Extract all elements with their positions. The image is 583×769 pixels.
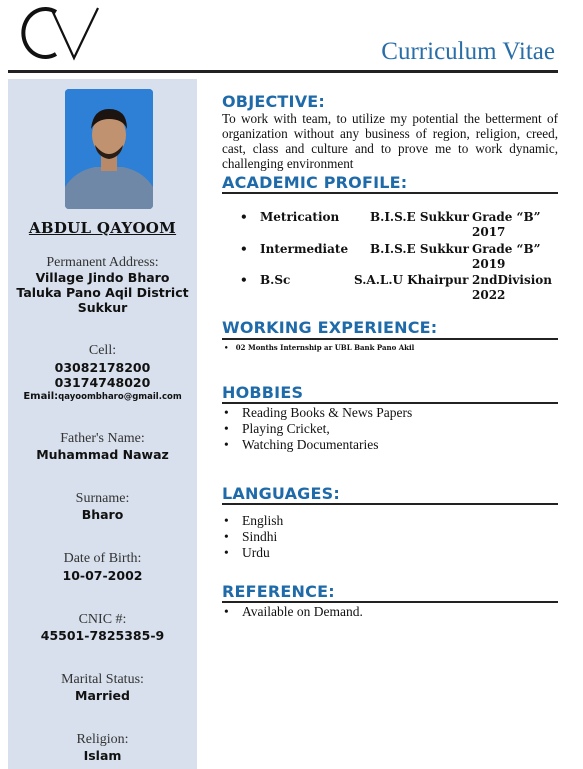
dob-label: Date of Birth:	[63, 551, 142, 566]
cell-number-2: 03174748020	[54, 375, 151, 390]
religion-value: Islam	[83, 748, 122, 763]
list-item: • Available on Demand.	[224, 604, 363, 620]
person-photo-icon	[65, 89, 153, 209]
academic-grade	[472, 210, 562, 240]
academic-board: B.I.S.E Sukkur	[370, 242, 469, 256]
languages-list	[224, 513, 283, 561]
academic-grade	[472, 273, 562, 303]
list-item: • English	[224, 513, 283, 529]
list-item: • Watching Documentaries	[224, 437, 412, 453]
experience-item: • 02 Months Internship ar UBL Bank Pano Akil	[224, 343, 415, 352]
surname-label: Surname:	[75, 491, 130, 506]
bullet-icon: •	[240, 242, 248, 256]
bullet-icon: •	[240, 210, 248, 224]
reference-divider	[222, 601, 558, 603]
grade-year: 2022	[472, 288, 506, 302]
hobbies-list	[224, 405, 412, 453]
grade-text: Grade “B”	[472, 210, 541, 224]
list-item: • Reading Books & News Papers	[224, 405, 412, 421]
list-item: • Sindhi	[224, 529, 283, 545]
header-divider	[8, 70, 558, 73]
person-name: ABDUL QAYOOM	[28, 219, 177, 237]
languages-divider	[222, 503, 558, 505]
experience-text: 02 Months Internship ar UBL Bank Pano Akil	[235, 343, 415, 352]
hobbies-divider	[222, 402, 558, 404]
objective-heading: OBJECTIVE:	[222, 92, 325, 111]
cell-number-1: 03082178200	[54, 360, 151, 375]
experience-heading: WORKING EXPERIENCE:	[222, 318, 438, 337]
academic-heading: ACADEMIC PROFILE:	[222, 173, 408, 192]
academic-board: S.A.L.U Khairpur	[354, 273, 469, 287]
father-name-value: Muhammad Nawaz	[36, 447, 169, 462]
academic-degree: Intermediate	[260, 242, 349, 256]
marital-status-label: Marital Status:	[61, 672, 144, 687]
list-item: • Urdu	[224, 545, 283, 561]
academic-divider	[222, 192, 558, 194]
profile-photo	[65, 89, 153, 209]
document-title: Curriculum Vitae	[381, 38, 555, 65]
academic-grade	[472, 242, 562, 272]
academic-degree: Metrication	[260, 210, 340, 224]
reference-list	[224, 604, 363, 620]
cv-logo	[12, 2, 102, 62]
cnic-value: 45501-7825385-9	[40, 628, 165, 643]
religion-label: Religion:	[76, 732, 129, 747]
list-item: • Playing Cricket,	[224, 421, 412, 437]
sidebar	[8, 79, 197, 769]
marital-status-value: Married	[75, 688, 130, 703]
surname-value: Bharo	[81, 507, 124, 522]
dob-value: 10-07-2002	[62, 568, 143, 583]
academic-board: B.I.S.E Sukkur	[370, 210, 469, 224]
grade-year: 2017	[472, 225, 506, 239]
cell-label: Cell:	[88, 343, 117, 358]
objective-text: To work with team, to utilize my potential the betterment of organization without any business of region, religion, creed, cast, class and culture and to prove me to work dynamic, challenging environment	[222, 111, 558, 171]
grade-text: Grade “B”	[472, 242, 541, 256]
email-value: qayoombharo@gmail.com	[58, 392, 182, 402]
languages-heading: LANGUAGES:	[222, 484, 340, 503]
address-line-3: Sukkur	[77, 300, 128, 315]
academic-degree: B.Sc	[260, 273, 291, 287]
hobbies-heading: HOBBIES	[222, 383, 304, 402]
address-line-2: Taluka Pano Aqil District	[16, 285, 189, 300]
email-line	[8, 391, 197, 402]
reference-heading: REFERENCE:	[222, 582, 335, 601]
email-label: Email:	[23, 391, 59, 402]
address-label: Permanent Address:	[46, 255, 159, 270]
cnic-label: CNIC #:	[78, 612, 127, 627]
grade-year: 2019	[472, 257, 506, 271]
grade-text: 2ndDivision	[472, 273, 553, 287]
bullet-icon: •	[240, 273, 248, 287]
address-line-1: Village Jindo Bharo	[35, 270, 170, 285]
experience-divider	[222, 338, 558, 340]
father-name-label: Father's Name:	[60, 431, 145, 446]
